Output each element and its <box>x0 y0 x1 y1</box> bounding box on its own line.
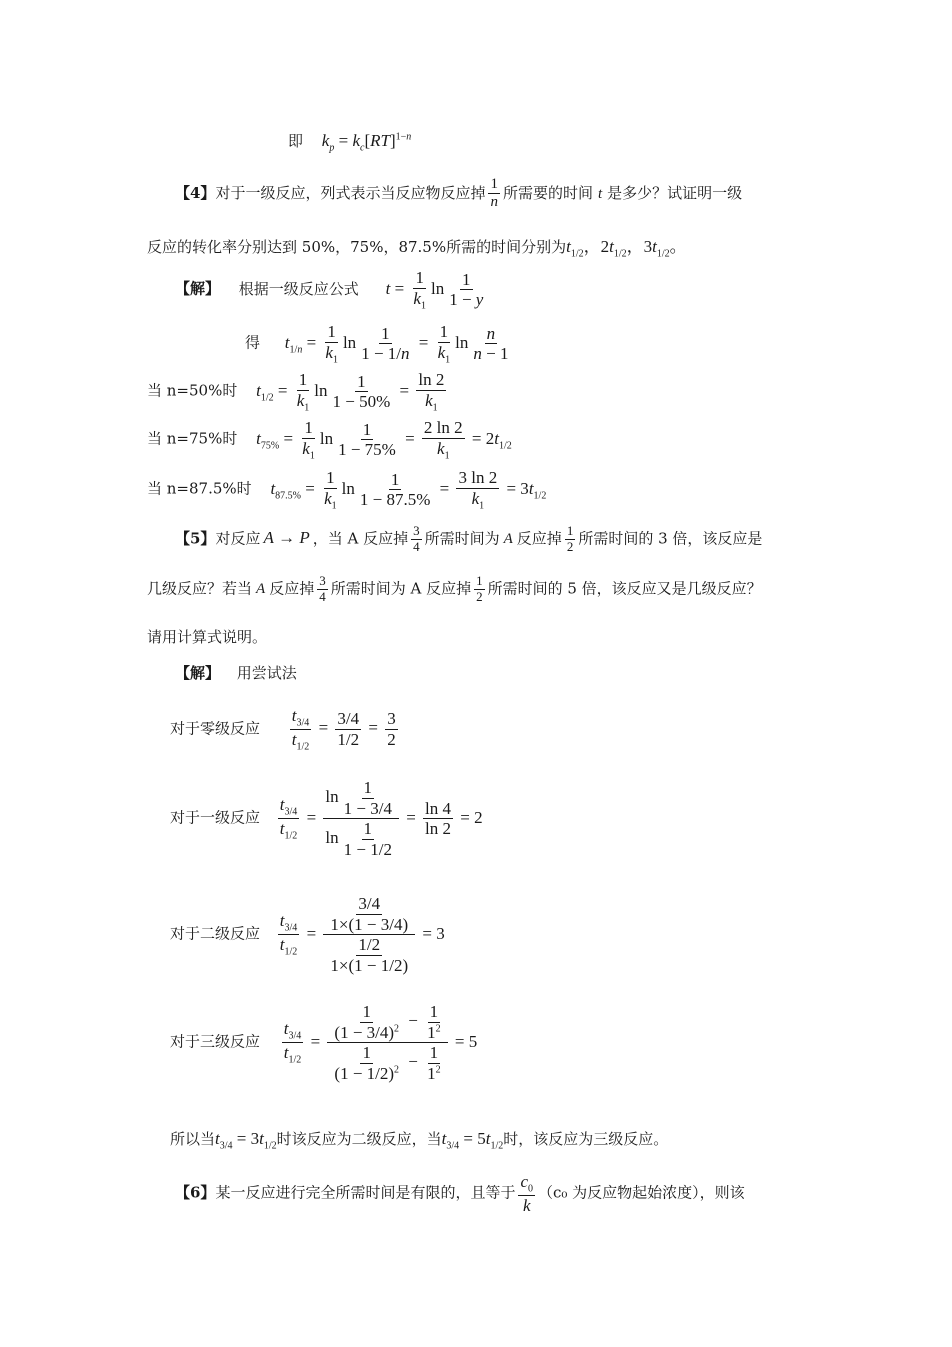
q5-line3 <box>147 626 267 647</box>
sol4-case1-line <box>147 370 449 413</box>
sol5-zero: 对于零级反应 <box>170 719 261 738</box>
q5-text-b: ，当 A 反应掉 <box>312 529 409 548</box>
q4-line1: 【4】对于一级反应，列式表示当反应物反应掉 $\frac{1}{n}$ 所需要的时间 t 是多少？试证明一级 <box>175 176 743 211</box>
sol5-first: 对于一级反应 <box>170 808 261 827</box>
equation-third-order-ratio: $\frac{t_{3/4}}{t_{1/2}}$ = $\frac{1}{(1 - 3/4)^2}$ − $\frac{1}{1^2}$ $\frac{1}{(1 - 1/2)^2}$ − $\frac{1}{1^2}$ = 5 <box>283 1002 478 1083</box>
sol4-intro: 根据一级反应公式 <box>238 279 359 298</box>
sol4-intro-line <box>175 268 488 311</box>
sol4-case3: 当 n=87.5%时 <box>147 479 252 498</box>
equation-first-order-ratio: $\frac{t_{3/4}}{t_{1/2}}$ = ln $\frac{1}{1 - 3/4}$ ln $\frac{1}{1 - 1/2}$ = $\frac{\ln 4}{\ln 2}$ = 2 <box>279 778 483 859</box>
q6-line1 <box>175 1172 745 1215</box>
q6-label: 【6】 <box>175 1183 216 1202</box>
q4-text-a: 对于一级反应，列式表示当反应物反应掉 <box>215 183 486 202</box>
q5-text-e: 所需时间的 3 倍，该反应是 <box>578 529 763 548</box>
sol5-intro-line <box>175 662 297 683</box>
q6-text-a: 某一反应进行完全所需时间是有限的，且等于 <box>215 1183 516 1202</box>
q4-line2-text: 反应的转化率分别达到 50%，75%，87.5%所需的时间分别为 <box>147 238 567 256</box>
sol5-concl-a: 所以当 <box>170 1130 216 1148</box>
q4-line2 <box>147 232 687 259</box>
equation-t-half: $t_{1/2}$ = $\frac{1}{k_1}$ ln $\frac{1}{1 - 50\%}$ = $\frac{\ln 2}{k_1}$ <box>256 370 445 413</box>
equation-zero-order: $\frac{t_{3/4}}{t_{1/2}}$ = $\frac{3/4}{1/2}$ = $\frac{3}{2}$ <box>291 706 396 753</box>
sol5-concl-b: 时该反应为二级反应，当 <box>276 1130 442 1148</box>
q5-line2-c: 所需时间为 A 反应掉 <box>330 579 472 598</box>
equation-concl-third: $t_{3/4} = 5t_{1/2}$ <box>441 1129 504 1152</box>
sol5-first-line <box>170 778 483 859</box>
equation-t-875: $t_{87.5\%}$ = $\frac{1}{k_1}$ ln $\frac{1}{1 - 87.5\%}$ = $\frac{3 \ln 2}{k_1}$ = $3t_{1/2}$ <box>270 468 547 511</box>
q4-text-b: 所需要的时间 <box>502 183 593 202</box>
sol4-get-line <box>245 322 513 365</box>
sol4-case2-line <box>147 418 512 461</box>
q5-line2-a: 几级反应？若当 <box>147 579 253 598</box>
sol5-third: 对于三级反应 <box>170 1032 261 1051</box>
fraction-c0-over-k: $\frac{c_0}{k}$ <box>520 1172 533 1215</box>
sol5-zero-line <box>170 706 401 753</box>
q5-line3-text: 请用计算式说明。 <box>147 628 268 646</box>
q5-line1: 【5】对反应 A → P ，当 A 反应掉 $\frac{3}{4}$ 所需时间为 A 反应掉 $\frac{1}{2}$ 所需时间的 3 倍，该反应是 <box>175 523 763 554</box>
sol5-concl-c: 时，该反应为三级反应。 <box>503 1130 669 1148</box>
q5-text-c: 所需时间为 <box>424 529 500 548</box>
sol4-label: 【解】 <box>175 279 221 298</box>
sol4-case3-line <box>147 468 546 511</box>
equation-second-order-ratio: $\frac{t_{3/4}}{t_{1/2}}$ = $\frac{\frac{3/4}{1\times(1 - 3/4)}}{\frac{1/2}{1\times(1 - 1/2)}}$ = 3 <box>279 894 445 975</box>
kp-relation <box>288 130 411 153</box>
fraction-1-over-n: $\frac{1}{n}$ <box>490 176 498 211</box>
equation-kp-kc: $k_p = k_c[RT]^{1-n}$ <box>321 131 412 154</box>
reaction-a-to-p: A → P <box>263 528 310 548</box>
q6-text-b: （c₀ 为反应物起始浓度），则该 <box>538 1183 745 1202</box>
sol4-case2: 当 n=75%时 <box>147 429 238 448</box>
sol5-intro: 用尝试法 <box>236 664 297 682</box>
q5-label: 【5】 <box>175 529 216 548</box>
q5-text-a: 对反应 <box>215 529 261 548</box>
q4-label: 【4】 <box>175 183 216 202</box>
sol4-case1: 当 n=50%时 <box>147 381 238 400</box>
q5-line2: 几级反应？若当 A 反应掉 $\frac{3}{4}$ 所需时间为 A 反应掉 $\frac{1}{2}$ 所需时间的 5 倍，该反应又是几级反应？ <box>147 573 762 604</box>
q5-text-d: 反应掉 <box>516 529 562 548</box>
prefix-ji: 即 <box>288 132 304 150</box>
sol5-second: 对于二级反应 <box>170 924 261 943</box>
q4-times: $t_{1/2}$，$2t_{1/2}$，$3t_{1/2}$。 <box>566 237 687 260</box>
sol5-second-line <box>170 894 445 975</box>
equation-t-75: $t_{75\%}$ = $\frac{1}{k_1}$ ln $\frac{1}{1 - 75\%}$ = $\frac{2 \ln 2}{k_1}$ = $2t_{1/2}$ <box>256 418 512 461</box>
sol4-get: 得 <box>245 333 261 352</box>
equation-concl-second: $t_{3/4} = 3t_{1/2}$ <box>215 1129 277 1152</box>
equation-first-order: t = $\frac{1}{k_1}$ ln $\frac{1}{1 - y}$ <box>385 268 484 311</box>
sol5-label: 【解】 <box>175 664 221 682</box>
equation-t-1-over-n: $t_{1/n}$ = $\frac{1}{k_1}$ ln $\frac{1}{1 - 1/n}$ = $\frac{1}{k_1}$ ln $\frac{n}{n - 1}$ <box>284 322 509 365</box>
q5-line2-b: 反应掉 <box>269 579 315 598</box>
sol5-third-line <box>170 1002 477 1083</box>
q5-line2-d: 所需时间的 5 倍，该反应又是几级反应？ <box>487 579 762 598</box>
q4-text-c: 是多少？试证明一级 <box>607 183 743 202</box>
sol5-conclusion <box>170 1128 668 1151</box>
